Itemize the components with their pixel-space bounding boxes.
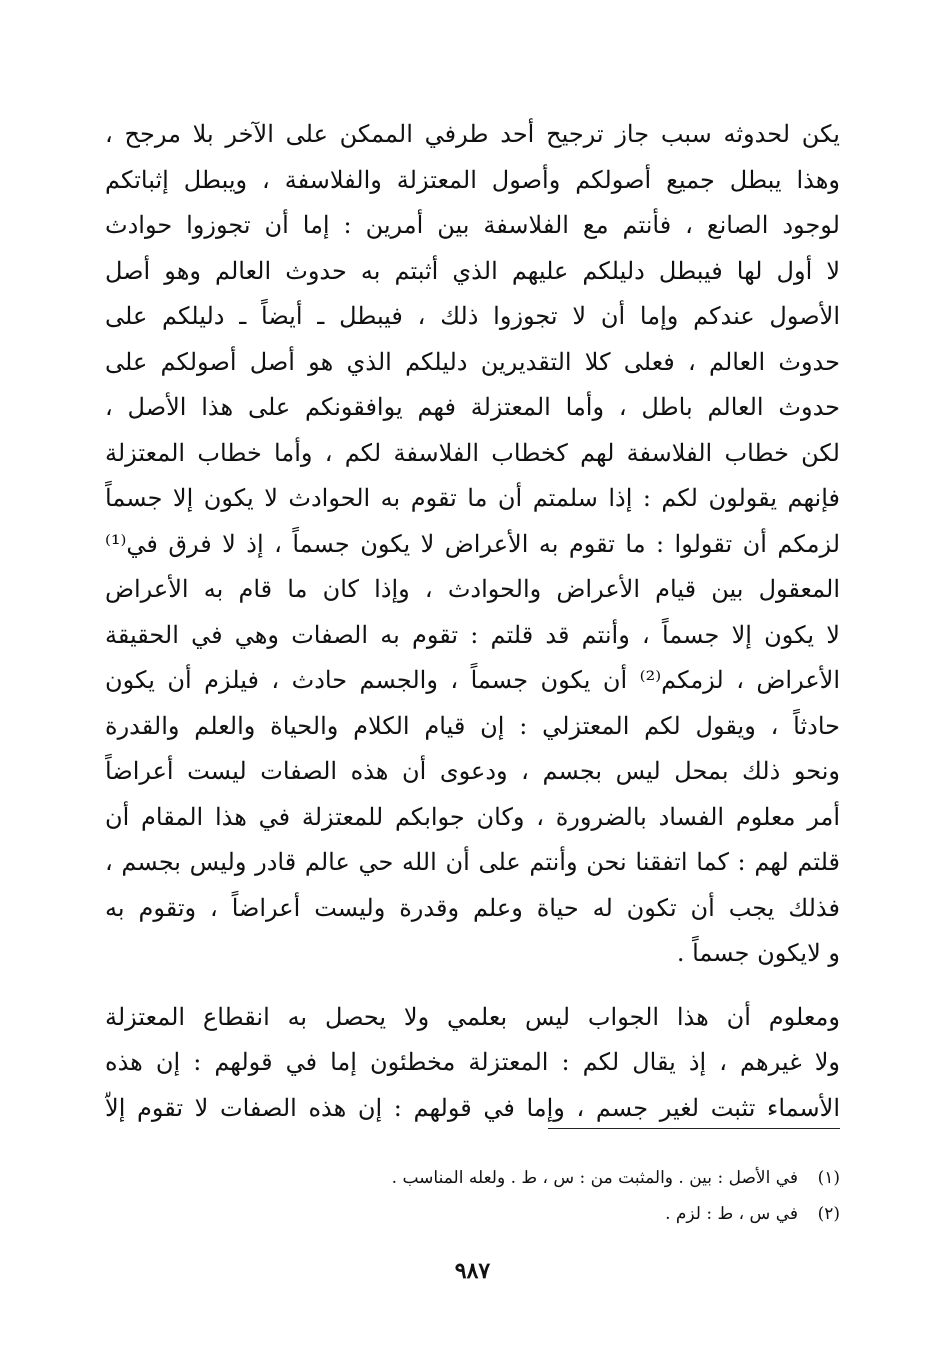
text-line: حدوث العالم ، فعلى كلا التقديرين دليلكم الذي هو أصل أصولكم على bbox=[105, 347, 840, 376]
text-line: وهذا يبطل جميع أصولكم وأصول المعتزلة والفلاسفة ، ويبطل إثباتكم bbox=[105, 165, 840, 194]
text-line: لزمكم أن تقولوا : ما تقوم به الأعراض لا يكون جسماً ، إذ لا فرق في⁽¹⁾ bbox=[105, 529, 840, 558]
paragraph bbox=[105, 995, 840, 1132]
text-line: لوجود الصانع ، فأنتم مع الفلاسفة بين أمرين : إما أن تجوزوا حوادث bbox=[105, 211, 840, 239]
paragraph-gap bbox=[105, 977, 840, 995]
text-line: ولا غيرهم ، إذ يقال لكم : المعتزلة مخطئون إما في قولهم : إن هذه bbox=[105, 1048, 840, 1076]
text-line: فإنهم يقولون لكم : إذا سلمتم أن ما تقوم به الحوادث لا يكون إلا جسماً bbox=[105, 484, 840, 512]
text-line: قلتم لهم : كما اتفقنا نحن وأنتم على أن الله حي عالم قادر وليس بجسم ، bbox=[105, 848, 840, 876]
footnote-text: في س ، ط : لزم . bbox=[665, 1204, 798, 1224]
footnote-number: (٢) bbox=[817, 1204, 840, 1224]
text-line: أمر معلوم الفساد بالضرورة ، وكان جوابكم للمعتزلة في هذا المقام أن bbox=[105, 802, 840, 831]
text-line: الأسماء تثبت لغير جسم ، وإما في قولهم : إن هذه الصفات لا تقوم إلاّ bbox=[105, 1093, 840, 1122]
text-line: حادثاً ، ويقول لكم المعتزلي : إن قيام الكلام والحياة والعلم والقدرة bbox=[105, 711, 840, 740]
text-line: لا يكون إلا جسماً ، وأنتم قد قلتم : تقوم به الصفات وهي في الحقيقة bbox=[105, 620, 840, 649]
text-line: حدوث العالم باطل ، وأما المعتزلة فهم يوافقونكم على هذا الأصل ، bbox=[105, 393, 840, 421]
footnote bbox=[105, 1196, 840, 1232]
text-line: ونحو ذلك بمحل ليس بجسم ، ودعوى أن هذه الصفات ليست أعراضاً bbox=[105, 757, 840, 785]
paragraph bbox=[105, 112, 840, 977]
text-line: المعقول بين قيام الأعراض والحوادث ، وإذا كان ما قام به الأعراض bbox=[105, 575, 840, 603]
text-line: لكن خطاب الفلاسفة لهم كخطاب الفلاسفة لكم ، وأما خطاب المعتزلة bbox=[105, 438, 840, 467]
text-line: يكن لحدوثه سبب جاز ترجيح أحد طرفي الممكن على الآخر بلا مرجح ، bbox=[105, 120, 840, 148]
main-text bbox=[105, 112, 840, 1131]
footnotes bbox=[105, 1160, 840, 1232]
text-line: فذلك يجب أن تكون له حياة وعلم وقدرة وليست أعراضاً ، وتقوم به bbox=[105, 893, 840, 922]
footnote bbox=[105, 1160, 840, 1196]
page-number: ٩٨٧ bbox=[454, 1258, 491, 1284]
text-line: ومعلوم أن هذا الجواب ليس بعلمي ولا يحصل به انقطاع المعتزلة bbox=[105, 1002, 840, 1031]
text-line: الأعراض ، لزمكم⁽²⁾ أن يكون جسماً ، والجسم حادث ، فيلزم أن يكون bbox=[105, 666, 840, 694]
footnote-text: في الأصل : بين . والمثبت من : س ، ط . ولعله المناسب . bbox=[391, 1168, 798, 1188]
text-line: و لايكون جسماً . bbox=[676, 939, 840, 967]
text-line: الأصول عندكم وإما أن لا تجوزوا ذلك ، فيبطل ـ أيضاً ـ دليلكم على bbox=[105, 302, 840, 330]
footnote-number: (١) bbox=[817, 1168, 840, 1188]
text-line: لا أول لها فيبطل دليلكم عليهم الذي أثبتم به حدوث العالم وهو أصل bbox=[105, 256, 840, 285]
footnote-separator bbox=[548, 1128, 840, 1129]
